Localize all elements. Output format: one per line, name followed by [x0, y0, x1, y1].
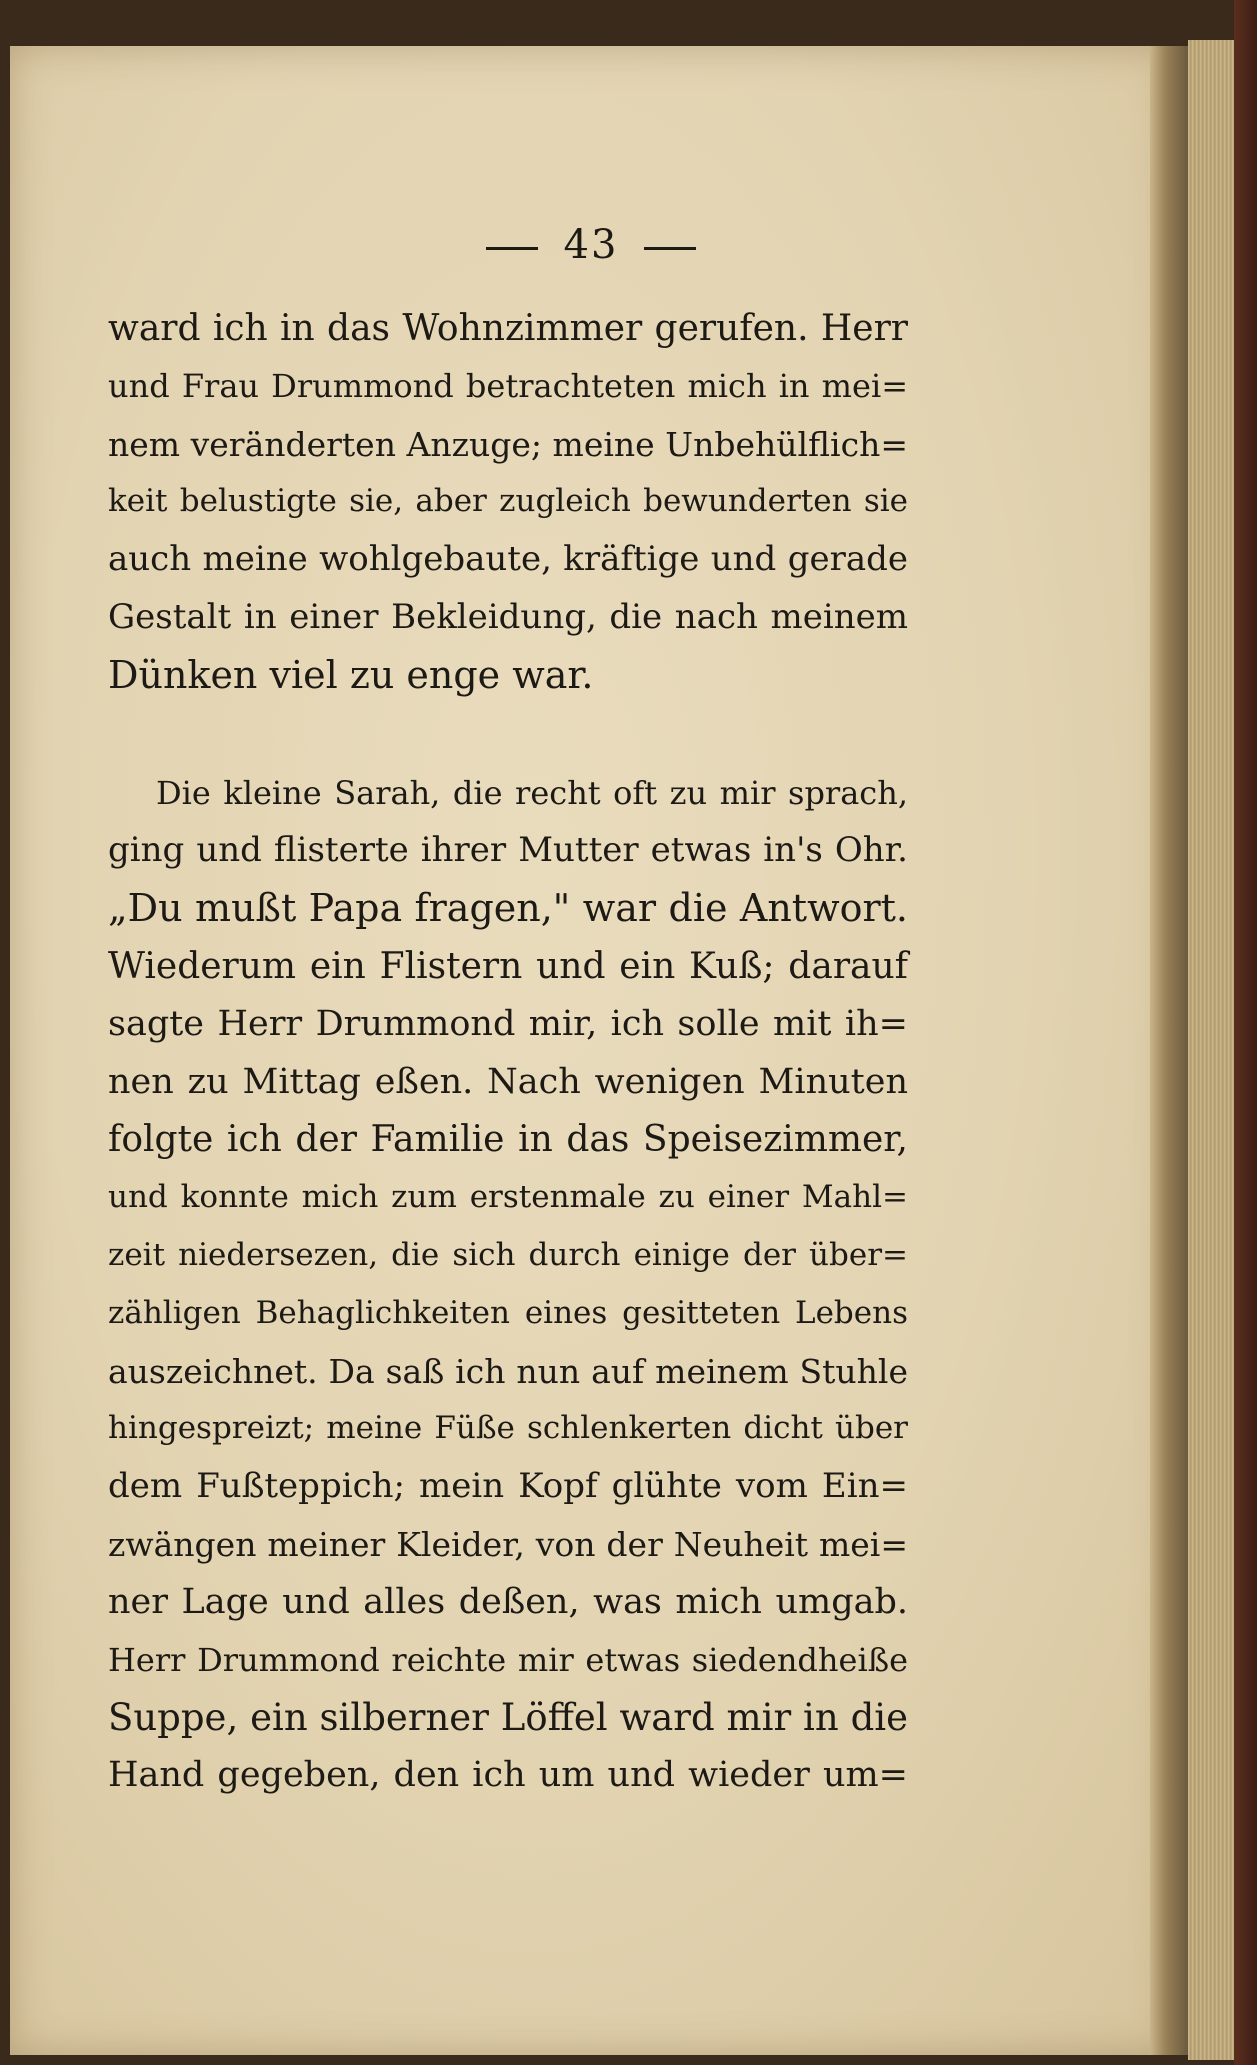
text-line: ner Lage und alles deßen, was mich umgab.: [108, 1581, 908, 1622]
dash-left: [486, 247, 538, 250]
text-line: dem Fußteppich; mein Kopf glühte vom Ein=: [108, 1466, 908, 1507]
text-line: ward ich in das Wohnzimmer gerufen. Herr: [108, 308, 908, 349]
text-line: hingespreizt; meine Füße schlenkerten dicht über: [108, 1410, 908, 1447]
text-line: und konnte mich zum erstenmale zu einer Mahl=: [108, 1179, 908, 1216]
page-gutter: [1150, 46, 1188, 2055]
text-line: Herr Drummond reichte mir etwas siedendheiße: [108, 1640, 908, 1679]
text-line: auszeichnet. Da saß ich nun auf meinem Stuhle: [108, 1351, 908, 1391]
text-line: Die kleine Sarah, die recht oft zu mir sprach,: [156, 773, 908, 812]
text-line: auch meine wohlgebaute, kräftige und gerade: [108, 539, 908, 580]
text-line: nen zu Mittag eßen. Nach wenigen Minuten: [108, 1061, 908, 1102]
book-cover-edge: [1234, 0, 1257, 2065]
body-text: [108, 300, 908, 1805]
paragraph-1: [108, 300, 908, 705]
text-line: Suppe, ein silberner Löffel ward mir in die: [108, 1696, 908, 1740]
text-line: Dünken viel zu enge war.: [108, 652, 594, 697]
text-line: ging und flisterte ihrer Mutter etwas in's Ohr.: [108, 830, 908, 871]
text-line: sagte Herr Drummond mir, ich solle mit ih=: [108, 1003, 908, 1044]
text-line: zähligen Behaglichkeiten eines gesitteten Lebens: [108, 1294, 908, 1331]
page-number-text: 43: [563, 222, 619, 268]
text-line: Wiederum ein Flistern und ein Kuß; darauf: [108, 945, 908, 987]
dash-right: [644, 247, 696, 250]
text-line: zeit niedersezen, die sich durch einige der über=: [108, 1236, 908, 1273]
page-number: [10, 222, 1172, 268]
page-edges: [1188, 40, 1234, 2060]
text-line: Gestalt in einer Bekleidung, die nach meinem: [108, 596, 908, 637]
text-line: keit belustigte sie, aber zugleich bewunderten sie: [108, 483, 908, 520]
text-line: und Frau Drummond betrachteten mich in mei=: [108, 366, 908, 405]
text-line: folgte ich der Familie in das Speisezimmer,: [108, 1119, 908, 1161]
paragraph-2: [108, 765, 908, 1805]
text-line: „Du mußt Papa fragen," war die Antwort.: [108, 886, 908, 931]
text-line: nem veränderten Anzuge; meine Unbehülflich=: [108, 424, 908, 464]
paragraph-gap: [108, 705, 908, 765]
text-line: zwängen meiner Kleider, von der Neuheit mei=: [108, 1524, 908, 1564]
text-line: Hand gegeben, den ich um und wieder um=: [108, 1755, 908, 1796]
